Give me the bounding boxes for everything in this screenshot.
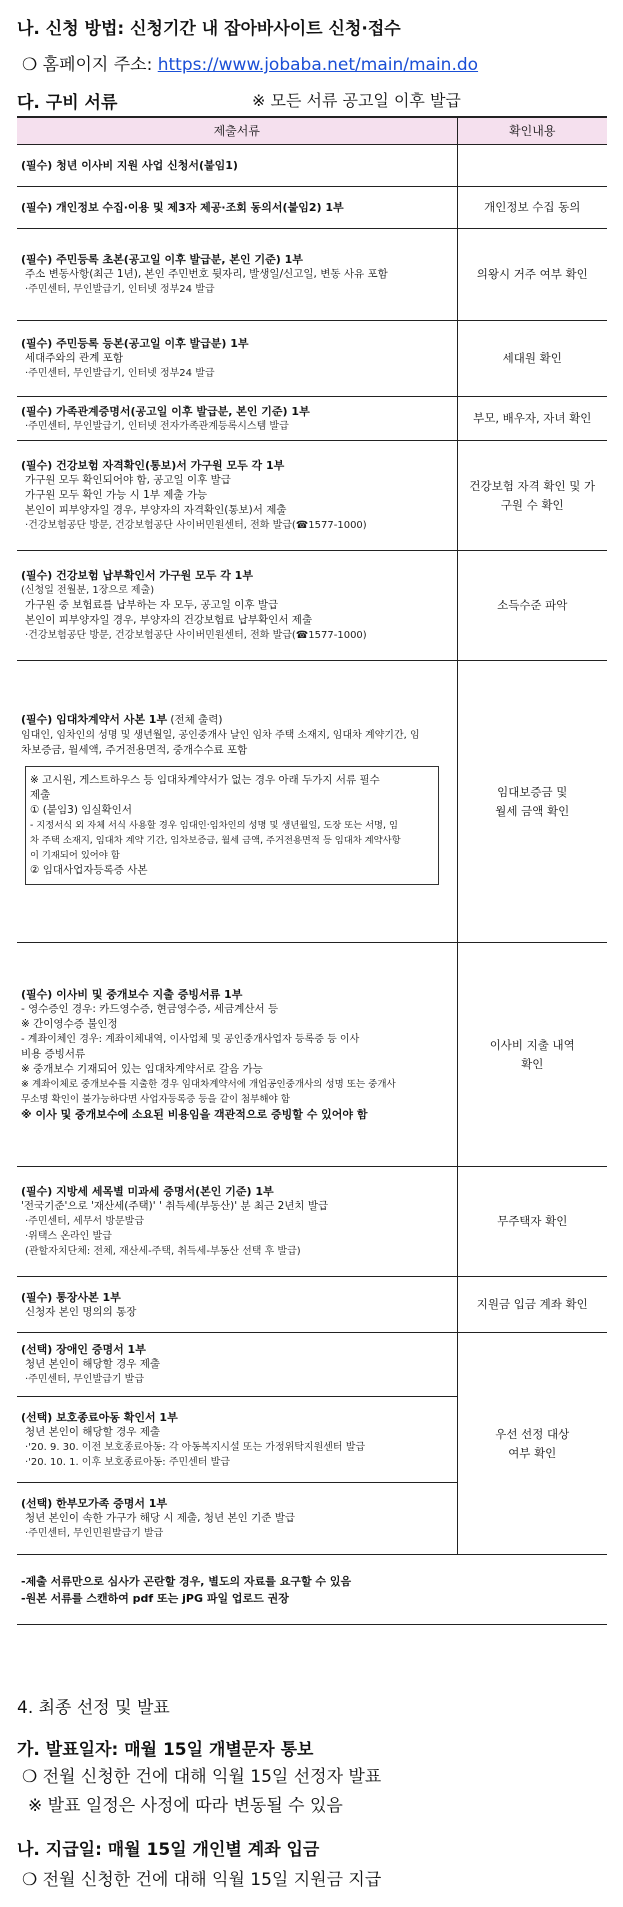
doc-line: ※ 계좌이체로 중개보수를 지출한 경우 임대차계약서에 개업공인중개사의 성명 또는 중개사 [21,1079,396,1090]
doc-check: 우선 선정 대상 [495,1426,570,1441]
homepage-label: ❍ 홈페이지 주소: [22,55,158,75]
doc-line: ※ 중개보수 기재되어 있는 임대차계약서로 갈음 가능 [21,1063,263,1075]
table-row [17,441,607,551]
doc-check [457,145,607,187]
documents-table [17,116,607,1625]
doc-check: 세대원 확인 [457,321,607,397]
doc-check: 임대보증금 및 [497,784,568,799]
doc-line: ·주민센터, 무인발급기, 인터넷 정부24 발급 [25,368,215,379]
section-ga-title: 가. 발표일자: 매월 15일 개별문자 통보 [17,1740,314,1760]
doc-title: (필수) 이사비 및 중개보수 지출 증빙서류 1부 [21,988,243,1001]
documents-note: ※ 모든 서류 공고일 이후 발급 [252,91,461,110]
doc-line: 세대주와의 관계 포함 [25,352,123,364]
doc-line: ※ 이사 및 중개보수에 소요된 비용임을 객관적으로 증빙할 수 있어야 함 [21,1108,368,1121]
doc-line: ·주민센터, 무인발급기 발급 [25,1374,144,1385]
header-check: 확인내용 [457,117,607,145]
section-na2-line: ❍ 전월 신청한 건에 대해 익월 15일 지원금 지급 [22,1870,382,1890]
doc-line: '전국기준'으로 '재산세(주택)' ' 취득세(부동산)' 분 최근 2년치 발급 [21,1200,329,1212]
doc-line: ·'20. 9. 30. 이전 보호종료아동: 각 아동복지시설 또는 가정위탁지원센터 발급 [25,1441,366,1453]
exception-box [25,766,439,885]
doc-title: (필수) 개인정보 수집·이용 및 제3자 제공·조회 동의서(붙임2) 1부 [21,201,344,214]
table-row [17,321,607,397]
doc-check: 소득수준 파악 [457,551,607,661]
doc-line: - 계좌이체인 경우: 계좌이체내역, 이사업체 및 공인중개사업자 등록증 등 이사 [21,1034,360,1045]
section4-title: 4. 최종 선정 및 발표 [17,1698,170,1718]
doc-title: (필수) 임대차계약서 사본 1부 [21,713,168,726]
homepage-line [22,50,478,75]
doc-line: 임대인, 임차인의 성명 및 생년월일, 공인중개사 날인 임차 주택 소재지, 임대차 계약기간, 임 [21,730,420,741]
table-row [17,229,607,321]
doc-check: 무주택자 확인 [457,1167,607,1277]
doc-title: (필수) 지방세 세목별 미과세 증명서(본인 기준) 1부 [21,1185,274,1198]
doc-line: - 영수증인 경우: 카드영수증, 현금영수증, 세금계산서 등 [21,1003,279,1015]
section-na2-title: 나. 지급일: 매월 15일 개인별 계좌 입금 [17,1840,320,1860]
doc-line: 청년 본인이 해당할 경우 제출 [25,1358,161,1370]
doc-line: 본인이 피부양자일 경우, 부양자의 건강보험료 납부확인서 제출 [25,614,313,626]
doc-line: ·주민센터, 무인민원발급기 발급 [25,1528,164,1539]
footnote: -제출 서류만으로 심사가 곤란할 경우, 별도의 자료를 요구할 수 있음 [21,1574,352,1588]
table-row [17,661,607,943]
doc-line: 가구원 모두 확인 가능 시 1부 제출 가능 [25,489,208,501]
doc-title: (필수) 청년 이사비 지원 사업 신청서(붙임1) [21,159,238,172]
doc-check: 부모, 배우자, 자녀 확인 [457,397,607,441]
table-header-row [17,117,607,145]
table-row [17,943,607,1167]
doc-line: ·건강보험공단 방문, 건강보험공단 사이버민원센터, 전화 발급(☎1577-1000) [25,630,367,641]
doc-check: 구원 수 확인 [500,497,564,512]
box-line: ② 임대사업자등록증 사본 [30,864,148,876]
doc-line: ·위택스 온라인 발급 [25,1231,112,1242]
doc-check: 여부 확인 [508,1445,557,1460]
box-line: ① (붙임3) 임실확인서 [30,804,132,816]
doc-line: (관할자치단체: 전체, 재산세-주택, 취득세-부동산 선택 후 발급) [25,1246,301,1257]
table-row [17,1277,607,1333]
section-ga-line: ❍ 전월 신청한 건에 대해 익월 15일 선정자 발표 [22,1767,382,1787]
doc-line: 주소 변동사항(최근 1년), 본인 주민번호 뒷자리, 발생일/신고일, 변동 사유 포함 [25,268,388,280]
table-row [17,397,607,441]
doc-title: (필수) 건강보험 납부확인서 가구원 모두 각 1부 [21,569,253,582]
box-line: ※ 고시원, 게스트하우스 등 임대차계약서가 없는 경우 아래 두가지 서류 필수 [30,774,380,786]
section-ga-note: ※ 발표 일정은 사정에 따라 변동될 수 있음 [28,1796,343,1816]
doc-title: (선택) 장애인 증명서 1부 [21,1343,146,1356]
header-documents: 제출서류 [17,117,457,145]
doc-title: (필수) 주민등록 등본(공고일 이후 발급분) 1부 [21,337,249,350]
doc-check: 확인 [521,1056,544,1071]
doc-line: ·주민센터, 무인발급기, 인터넷 정부24 발급 [25,284,215,295]
section-da-title: 다. 구비 서류 [17,93,118,113]
doc-line: ·주민센터, 세무서 방문발급 [25,1216,144,1227]
doc-line: 차보증금, 월세액, 주거전용면적, 중개수수료 포함 [21,744,248,756]
table-row [17,145,607,187]
doc-line: 비용 증빙서류 [21,1048,86,1060]
section-na-title: 나. 신청 방법: 신청기간 내 잡아바사이트 신청·접수 [17,19,401,39]
doc-title-suffix: (전체 출력) [167,714,223,726]
table-row [17,187,607,229]
doc-title: (필수) 주민등록 초본(공고일 이후 발급분, 본인 기준) 1부 [21,253,303,266]
doc-check: 지원금 입금 계좌 확인 [457,1277,607,1333]
doc-title: (필수) 통장사본 1부 [21,1290,121,1304]
doc-line: ·건강보험공단 방문, 건강보험공단 사이버민원센터, 전화 발급(☎1577-1000) [25,520,367,531]
doc-title: (선택) 한부모가족 증명서 1부 [21,1497,168,1510]
doc-line: ·주민센터, 무인발급기, 인터넷 전자가족관계등록시스템 발급 [25,420,289,432]
table-row [17,1167,607,1277]
doc-line: 청년 본인이 해당할 경우 제출 [25,1425,161,1438]
homepage-link[interactable]: https://www.jobaba.net/main/main.do [157,55,479,75]
doc-title: (선택) 보호종료아동 확인서 1부 [21,1410,178,1424]
doc-check: 의왕시 거주 여부 확인 [457,229,607,321]
table-row [17,1333,607,1397]
doc-line: 가구원 중 보험료를 납부하는 자 모두, 공고일 이후 발급 [25,599,279,611]
box-line: 이 기재되어 있어야 함 [30,850,120,861]
doc-line: 무소명 확인이 불가능하다면 사업자등록증 등을 같이 첨부해야 함 [21,1094,290,1105]
table-row [17,551,607,661]
box-line: - 지정서식 외 자체 서식 사용할 경우 임대인·임차인의 성명 및 생년월일, 도장 또는 서명, 임 [30,820,398,831]
doc-line: (신청일 전월분, 1장으로 제출) [21,585,155,596]
box-line: 차 주택 소재지, 임대차 계약 기간, 임차보증금, 월세 금액, 주거전용면적 등 임대차 계약사항 [30,835,401,846]
doc-line: 가구원 모두 확인되어야 함, 공고일 이후 발급 [25,474,231,486]
doc-line: ※ 간이영수증 불인정 [21,1018,118,1030]
footnote: -원본 서류를 스캔하여 pdf 또는 jPG 파일 업로드 권장 [21,1591,289,1605]
doc-check: 월세 금액 확인 [495,803,570,818]
doc-line: 본인이 피부양자일 경우, 부양자의 자격확인(통보)서 제출 [25,504,287,516]
doc-check: 개인정보 수집 동의 [457,187,607,229]
doc-title: (필수) 건강보험 자격확인(통보)서 가구원 모두 각 1부 [21,459,285,472]
doc-title: (필수) 가족관계증명서(공고일 이후 발급분, 본인 기준) 1부 [21,404,310,418]
doc-line: 신청자 본인 명의의 통장 [25,1305,137,1318]
doc-check: 건강보험 자격 확인 및 가 [469,478,596,493]
doc-check: 이사비 지출 내역 [489,1037,575,1052]
doc-line: 청년 본인이 속한 가구가 해당 시 제출, 청년 본인 기준 발급 [25,1512,296,1524]
box-line: 제출 [30,789,51,801]
table-footnote-row [17,1555,607,1625]
doc-line: ·'20. 10. 1. 이후 보호종료아동: 주민센터 발급 [25,1456,230,1468]
